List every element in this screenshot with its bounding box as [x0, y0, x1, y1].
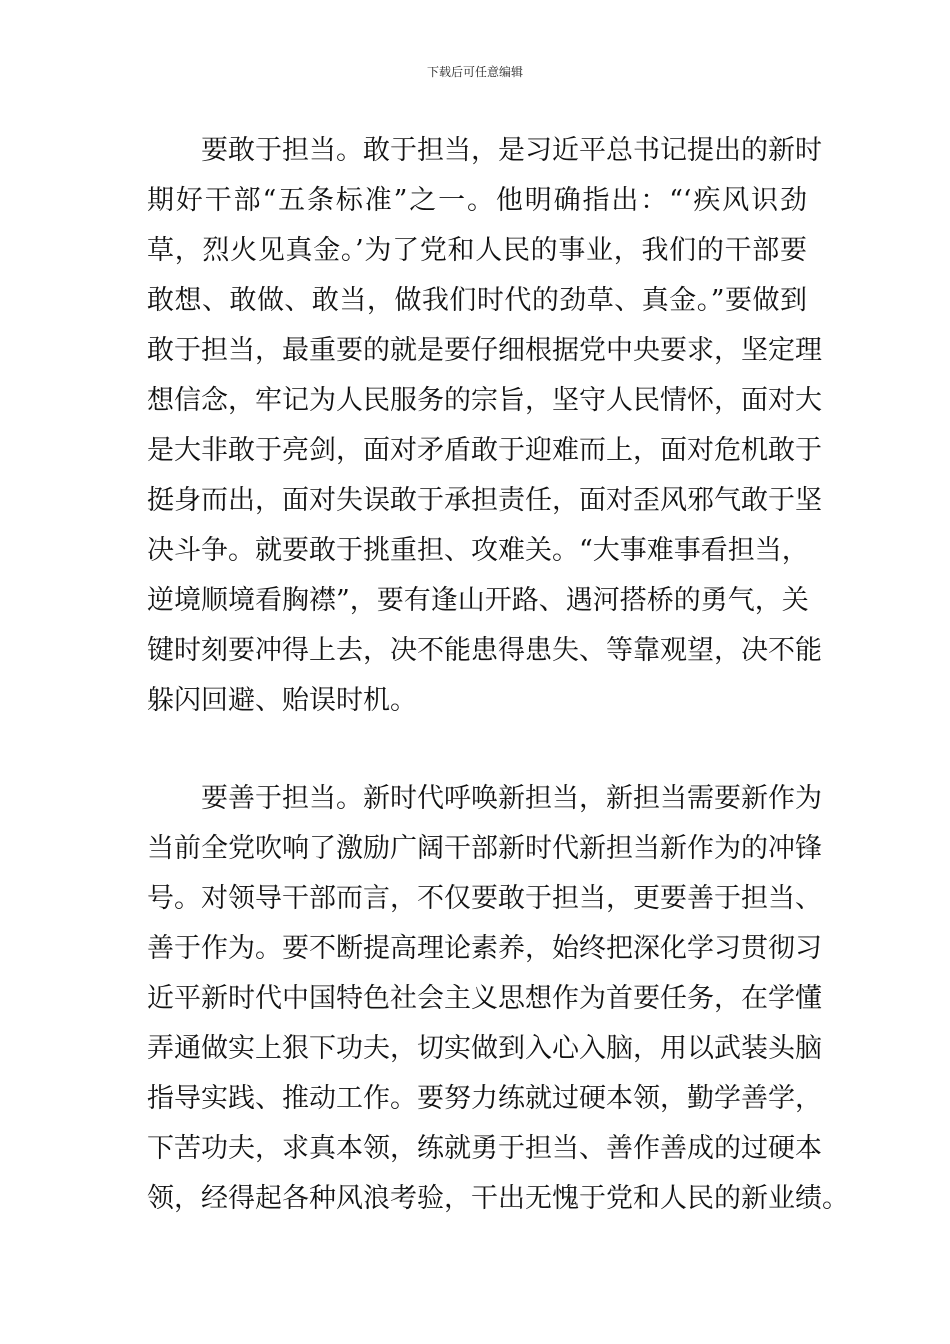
paragraph-line: 要善于担当。新时代呼唤新担当，新担当需要新作为	[201, 783, 822, 814]
paragraph-line: 躲闪回避、贻误时机。	[147, 685, 417, 716]
paragraph-line: 决斗争。就要敢于挑重担、攻难关。“大事难事看担当，	[147, 535, 809, 566]
paragraph-line: 敢想、敢做、敢当，做我们时代的劲草、真金。”要做到	[147, 285, 807, 316]
paragraph-line: 期好干部“五条标准”之一。他明确指出：“‘疾风识劲	[147, 185, 807, 216]
paragraph-line: 弄通做实上狠下功夫，切实做到入心入脑，用以武装头脑	[147, 1033, 822, 1064]
paragraph-line: 领，经得起各种风浪考验，干出无愧于党和人民的新业绩。	[147, 1183, 849, 1214]
paragraph-line: 逆境顺境看胸襟”，要有逢山开路、遇河搭桥的勇气，关	[147, 585, 809, 616]
paragraph-line: 号。对领导干部而言，不仅要敢于担当，更要善于担当、	[147, 883, 822, 914]
paragraph-line: 草，烈火见真金。’为了党和人民的事业，我们的干部要	[147, 235, 807, 266]
paragraph-line: 敢于担当，最重要的就是要仔细根据党中央要求，坚定理	[147, 335, 822, 366]
paragraph-line: 想信念，牢记为人民服务的宗旨，坚守人民情怀，面对大	[147, 385, 822, 416]
paragraph-line: 要敢于担当。敢于担当，是习近平总书记提出的新时	[201, 135, 822, 166]
paragraph-line: 挺身而出，面对失误敢于承担责任，面对歪风邪气敢于坚	[147, 485, 822, 516]
paragraph-line: 下苦功夫，求真本领，练就勇于担当、善作善成的过硬本	[147, 1133, 822, 1164]
paragraph-line: 当前全党吹响了激励广阔干部新时代新担当新作为的冲锋	[147, 833, 822, 864]
paragraph-dare-to-take-responsibility	[147, 126, 822, 726]
page-header: 下载后可任意编辑	[426, 65, 523, 79]
paragraph-line: 善于作为。要不断提高理论素养，始终把深化学习贯彻习	[147, 933, 822, 964]
paragraph-good-at-taking-responsibility	[147, 774, 849, 1224]
paragraph-line: 近平新时代中国特色社会主义思想作为首要任务，在学懂	[147, 983, 822, 1014]
paragraph-line: 是大非敢于亮剑，面对矛盾敢于迎难而上，面对危机敢于	[147, 435, 822, 466]
paragraph-line: 指导实践、推动工作。要努力练就过硬本领，勤学善学，	[147, 1083, 822, 1114]
paragraph-line: 键时刻要冲得上去，决不能患得患失、等靠观望，决不能	[147, 635, 822, 666]
